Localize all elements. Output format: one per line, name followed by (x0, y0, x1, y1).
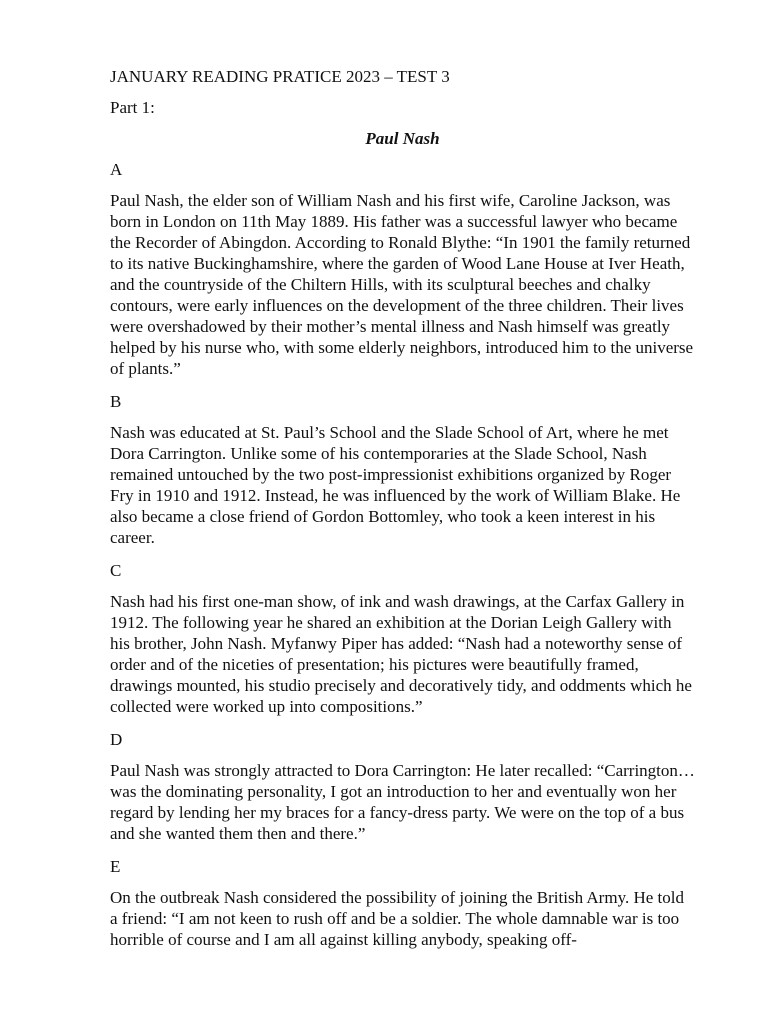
section-letter: C (110, 561, 122, 580)
part-label: Part 1: (110, 98, 155, 117)
article-title: Paul Nash (365, 129, 440, 148)
section-paragraph: On the outbreak Nash considered the possibility of joining the British Army. He told a friend: “I am not keen to rush off and be a soldier. The whole damnable war is too horrible of course and I am all against killing anybody, speaking off- (110, 888, 684, 949)
section-d (110, 729, 695, 844)
section-letter: E (110, 857, 121, 876)
section-c (110, 560, 695, 717)
section-letter: B (110, 392, 122, 411)
section-b (110, 391, 695, 548)
section-paragraph: Nash was educated at St. Paul’s School and the Slade School of Art, where he met Dora Carrington. Unlike some of his contemporaries at the Slade School, Nash remained untouched by the two post-impressionist exhibitions organized by Roger Fry in 1910 and 1912. Instead, he was influenced by the work of William Blake. He also became a close friend of Gordon Bottomley, who took a keen interest in his career. (110, 423, 681, 547)
section-a (110, 159, 695, 379)
document-header: JANUARY READING PRATICE 2023 – TEST 3 (110, 67, 450, 86)
section-letter: A (110, 160, 123, 179)
section-paragraph: Paul Nash was strongly attracted to Dora Carrington: He later recalled: “Carrington… was the dominating personality, I got an introduction to her and eventually won her regard by lending her my braces for a fancy-dress party. We were on the top of a bus and she wanted them then and there.” (110, 761, 695, 843)
section-e (110, 856, 695, 950)
section-letter: D (110, 730, 123, 749)
section-paragraph: Paul Nash, the elder son of William Nash and his first wife, Caroline Jackson, was born in London on 11th May 1889. His father was a successful lawyer who became the Recorder of Abingdon. According to Ronald Blythe: “In 1901 the family returned to its native Buckinghamshire, where the garden of Wood Lane House at Iver Heath, and the countryside of the Chiltern Hills, with its sculptural beeches and chalky contours, were early influences on the development of the three children. Their lives were overshadowed by their mother’s mental illness and Nash himself was greatly helped by his nurse who, with some elderly neighbors, introduced him to the universe of plants.” (110, 191, 694, 378)
section-paragraph: Nash had his first one-man show, of ink and wash drawings, at the Carfax Gallery in 1912. The following year he shared an exhibition at the Dorian Leigh Gallery with his brother, John Nash. Myfanwy Piper has added: “Nash had a noteworthy sense of order and of the niceties of presentation; his pictures were beautifully framed, drawings mounted, his studio precisely and decoratively tidy, and oddments which he collected were worked up into compositions.” (110, 592, 692, 716)
document-page (110, 66, 695, 962)
